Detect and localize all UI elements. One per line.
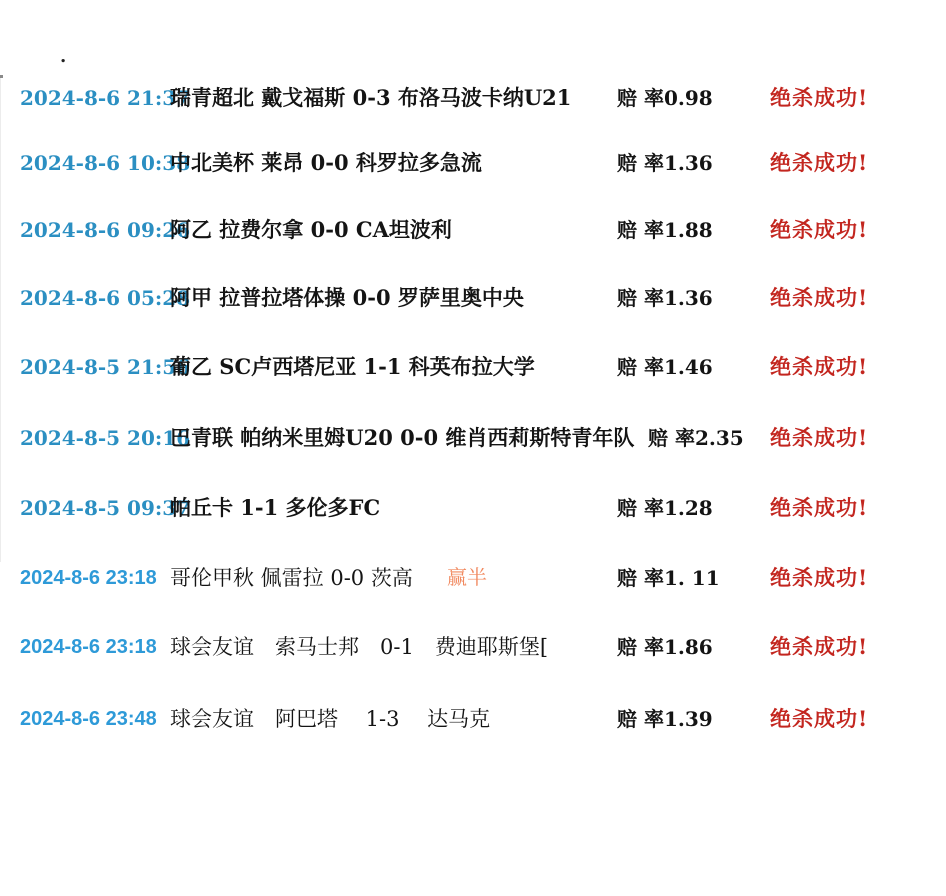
kill-success-label: 绝杀成功! — [770, 565, 869, 590]
result-row — [0, 215, 946, 247]
result-row — [0, 283, 946, 315]
kill-success-label: 绝杀成功! — [770, 634, 869, 659]
match-datetime: 2024-8-6 05:28 — [20, 286, 191, 310]
match-description: 葡乙 SC卢西塔尼亚 1-1 科英布拉大学 — [170, 354, 535, 379]
match-datetime: 2024-8-6 09:26 — [20, 218, 191, 242]
result-row — [0, 563, 946, 595]
odds-value: 赔 率2.35 — [648, 426, 744, 450]
half-win-note: 赢半 — [447, 567, 487, 589]
match-datetime: 2024-8-6 23:48 — [20, 708, 157, 730]
kill-success-label: 绝杀成功! — [770, 495, 869, 520]
match-datetime: 2024-8-5 21:56 — [20, 355, 191, 379]
match-datetime: 2024-8-6 21:37 — [20, 86, 191, 110]
result-row — [0, 632, 946, 664]
match-description: 中北美杯 莱昂 0-0 科罗拉多急流 — [170, 150, 482, 175]
match-datetime: 2024-8-5 20:16 — [20, 426, 191, 450]
odds-value: 赔 率1. 11 — [617, 566, 720, 590]
result-row — [0, 493, 946, 525]
kill-success-label: 绝杀成功! — [770, 354, 869, 379]
match-description: 球会友谊 索马士邦 0-1 费迪耶斯堡[ — [170, 635, 549, 659]
odds-value: 赔 率1.88 — [617, 218, 713, 242]
match-description: 瑞青超北 戴戈福斯 0-3 布洛马波卡纳U21 — [170, 85, 572, 110]
kill-success-label: 绝杀成功! — [770, 285, 869, 310]
match-description: 帕丘卡 1-1 多伦多FC — [170, 495, 381, 520]
kill-success-label: 绝杀成功! — [770, 706, 869, 731]
odds-value: 赔 率1.39 — [617, 707, 713, 731]
kill-success-label: 绝杀成功! — [770, 217, 869, 242]
result-row — [0, 148, 946, 180]
match-datetime: 2024-8-6 10:38 — [20, 151, 191, 175]
match-datetime: 2024-8-6 23:18 — [20, 567, 157, 589]
match-description: 阿乙 拉费尔拿 0-0 CA坦波利 — [170, 217, 452, 242]
odds-value: 赔 率1.36 — [617, 286, 713, 310]
odds-value: 赔 率1.46 — [617, 355, 713, 379]
stray-dot: . — [60, 46, 67, 67]
odds-value: 赔 率1.36 — [617, 151, 713, 175]
match-datetime: 2024-8-6 23:18 — [20, 636, 157, 658]
kill-success-label: 绝杀成功! — [770, 85, 869, 110]
match-description: 球会友谊 阿巴塔 1-3 达马克 — [170, 707, 491, 731]
odds-value: 赔 率0.98 — [617, 86, 713, 110]
match-datetime: 2024-8-5 09:37 — [20, 496, 191, 520]
match-description: 巴青联 帕纳米里姆U20 0-0 维肖西莉斯特青年队 — [170, 425, 635, 450]
kill-success-label: 绝杀成功! — [770, 425, 869, 450]
result-row — [0, 704, 946, 736]
result-row — [0, 423, 946, 455]
match-description: 阿甲 拉普拉塔体操 0-0 罗萨里奥中央 — [170, 285, 524, 310]
kill-success-label: 绝杀成功! — [770, 150, 869, 175]
odds-value: 赔 率1.86 — [617, 635, 713, 659]
result-row — [0, 352, 946, 384]
match-description: 哥伦甲秋 佩雷拉 0-0 茨高 — [170, 566, 413, 590]
odds-value: 赔 率1.28 — [617, 496, 713, 520]
result-row — [0, 83, 946, 115]
